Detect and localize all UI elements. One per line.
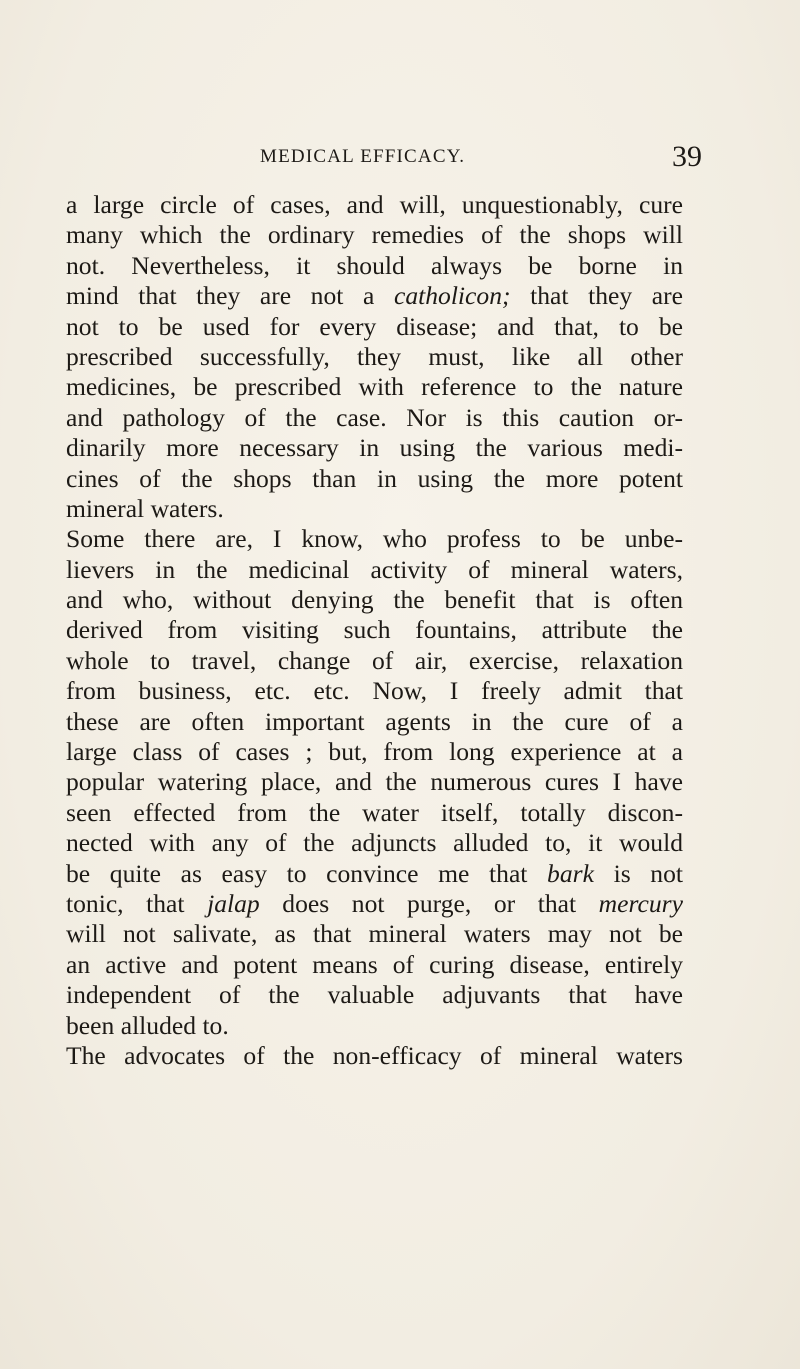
text-line (66, 1011, 683, 1041)
text-segment: not to be used for every disease; and that, to be (66, 311, 683, 341)
text-segment: will not salivate, as that mineral waters may not be (66, 919, 683, 949)
text-line (66, 555, 683, 585)
text-segment: and pathology of the case. Nor is this caution or- (66, 402, 683, 432)
text-line (66, 372, 683, 402)
text-line (66, 919, 683, 949)
text-segment: these are often important agents in the cure of a (66, 706, 683, 736)
text-segment: a large circle of cases, and will, unquestionably, cure (66, 190, 683, 219)
text-segment: medicines, be prescribed with reference to the nature (66, 372, 683, 402)
text-line (66, 767, 683, 797)
italic-term: bark (547, 858, 594, 888)
text-segment: derived from visiting such fountains, attribute the (66, 615, 683, 645)
text-line (66, 251, 683, 281)
text-line (66, 980, 683, 1010)
text-line (66, 859, 683, 889)
text-segment: dinarily more necessary in using the various medi- (66, 433, 683, 463)
text-line (66, 524, 683, 554)
text-segment: that they are (510, 281, 683, 311)
text-segment: is not (593, 858, 683, 888)
text-segment: The advocates of the non-efficacy of mineral waters (66, 1040, 683, 1070)
text-segment: seen effected from the water itself, totally discon- (66, 797, 683, 827)
text-segment: many which the ordinary remedies of the shops will (66, 220, 683, 250)
text-line (66, 828, 683, 858)
text-line (66, 220, 683, 250)
text-line (66, 585, 683, 615)
text-line (66, 403, 683, 433)
text-segment: from business, etc. etc. Now, I freely admit that (66, 676, 683, 706)
italic-term: mercury (598, 888, 683, 918)
page-number: 39 (672, 140, 702, 173)
body-text (66, 190, 683, 1071)
text-line (66, 312, 683, 342)
text-segment: lievers in the medicinal activity of mineral waters, (66, 554, 683, 584)
text-line (66, 433, 683, 463)
text-segment: mineral waters. (66, 493, 224, 523)
italic-term: jalap (207, 888, 260, 918)
running-head (66, 140, 702, 180)
text-segment: independent of the valuable adjuvants that have (66, 980, 683, 1010)
text-segment: prescribed successfully, they must, like all other (66, 341, 683, 371)
text-segment: be quite as easy to convince me that (66, 858, 548, 888)
text-line (66, 707, 683, 737)
text-line (66, 798, 683, 828)
text-segment: whole to travel, change of air, exercise, relaxation (66, 645, 683, 675)
text-segment: mind that they are not a (66, 281, 394, 311)
text-segment: does not purge, or that (259, 888, 599, 918)
text-line (66, 889, 683, 919)
text-segment: popular watering place, and the numerous cures I have (66, 767, 683, 797)
text-line (66, 737, 683, 767)
text-segment: large class of cases ; but, from long experience at a (66, 737, 683, 767)
text-line (66, 1041, 683, 1071)
text-segment: been alluded to. (66, 1010, 229, 1040)
text-segment: not. Nevertheless, it should always be borne in (66, 250, 683, 280)
text-line (66, 676, 683, 706)
text-line (66, 950, 683, 980)
text-line (66, 646, 683, 676)
text-line (66, 281, 683, 311)
text-segment: tonic, that (66, 888, 208, 918)
text-line (66, 464, 683, 494)
text-segment: nected with any of the adjuncts alluded to, it would (66, 828, 683, 858)
text-segment: Some there are, I know, who profess to be unbe- (66, 524, 683, 554)
text-line (66, 615, 683, 645)
text-segment: an active and potent means of curing disease, entirely (66, 949, 683, 979)
text-segment: and who, without denying the benefit that is often (66, 585, 683, 615)
text-line (66, 342, 683, 372)
running-head-title: MEDICAL EFFICACY. (260, 146, 466, 167)
text-line (66, 190, 683, 220)
italic-term: catholicon; (393, 281, 511, 311)
text-segment: cines of the shops than in using the more potent (66, 463, 683, 493)
text-line (66, 494, 683, 524)
